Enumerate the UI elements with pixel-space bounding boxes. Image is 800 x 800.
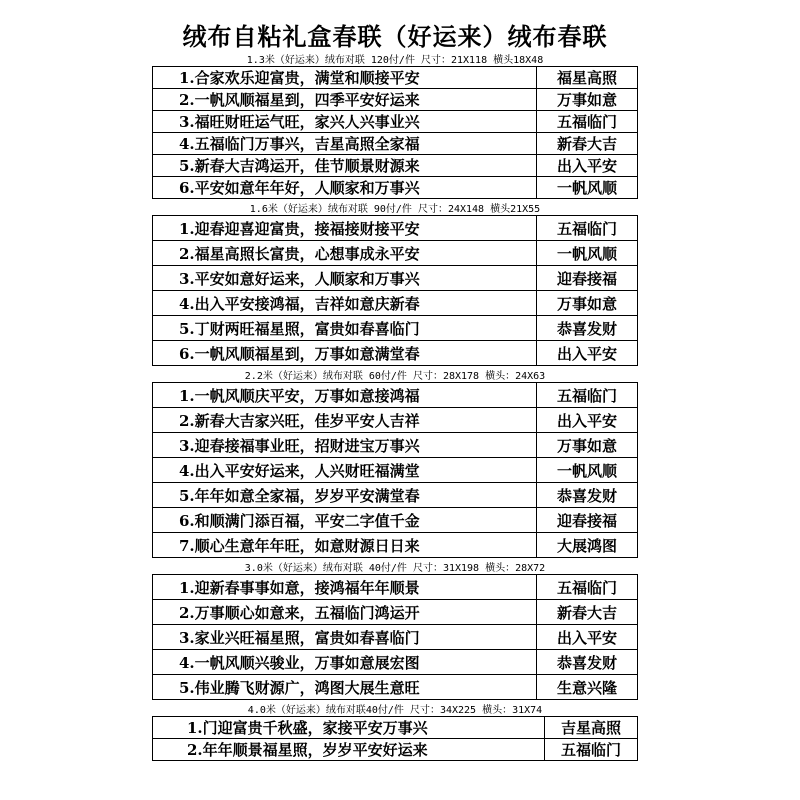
couplet-cell: 1.门迎富贵千秋盛，家接平安万事兴 — [153, 717, 545, 739]
couplet-cell: 1.一帆风顺庆平安，万事如意接鸿福 — [153, 383, 537, 408]
heading-cell: 五福临门 — [537, 111, 638, 133]
heading-cell: 五福临门 — [537, 575, 638, 600]
table-row — [153, 111, 638, 133]
couplet-table — [152, 215, 638, 366]
table-row — [153, 433, 638, 458]
couplet-cell: 3.迎春接福事业旺，招财进宝万事兴 — [153, 433, 537, 458]
section-header: 4.0米（好运来）绒布对联40付/件 尺寸：34X225 横头：31X74 — [247, 704, 543, 716]
table-row — [153, 383, 638, 408]
heading-cell: 出入平安 — [537, 155, 638, 177]
couplet-cell: 3.家业兴旺福星照，富贵如春喜临门 — [153, 625, 537, 650]
heading-cell: 五福临门 — [537, 216, 638, 241]
couplet-cell: 1.合家欢乐迎富贵，满堂和顺接平安 — [153, 67, 537, 89]
heading-cell: 出入平安 — [537, 341, 638, 366]
table-row — [153, 266, 638, 291]
couplet-cell: 5.伟业腾飞财源广，鸿图大展生意旺 — [153, 675, 537, 700]
heading-cell: 大展鸿图 — [537, 533, 638, 558]
table-row — [153, 155, 638, 177]
heading-cell: 吉星高照 — [545, 717, 638, 739]
couplet-cell: 3.平安如意好运来，人顺家和万事兴 — [153, 266, 537, 291]
heading-cell: 万事如意 — [537, 433, 638, 458]
couplet-cell: 5.新春大吉鸿运开，佳节顺景财源来 — [153, 155, 537, 177]
table-row — [153, 177, 638, 199]
table-row — [153, 508, 638, 533]
table-row — [153, 241, 638, 266]
section-header: 2.2米（好运来）绒布对联 60付/件 尺寸：28X178 横头：24X63 — [244, 370, 546, 382]
couplet-cell: 4.出入平安接鸿福，吉祥如意庆新春 — [153, 291, 537, 316]
couplet-table — [152, 382, 638, 558]
heading-cell: 五福临门 — [545, 739, 638, 761]
table-row — [153, 408, 638, 433]
heading-cell: 出入平安 — [537, 408, 638, 433]
heading-cell: 恭喜发财 — [537, 650, 638, 675]
couplet-cell: 4.五福临门万事兴，吉星高照全家福 — [153, 133, 537, 155]
couplet-cell: 1.迎新春事事如意，接鸿福年年顺景 — [153, 575, 537, 600]
couplet-cell: 6.平安如意年年好，人顺家和万事兴 — [153, 177, 537, 199]
table-row — [153, 216, 638, 241]
section-header: 3.0米（好运来）绒布对联 40付/件 尺寸：31X198 横头：28X72 — [244, 562, 546, 574]
heading-cell: 新春大吉 — [537, 133, 638, 155]
couplet-table — [152, 66, 638, 199]
couplet-cell: 7.顺心生意年年旺，如意财源日日来 — [153, 533, 537, 558]
table-row — [153, 650, 638, 675]
table-row — [153, 717, 638, 739]
heading-cell: 恭喜发财 — [537, 316, 638, 341]
table-row — [153, 533, 638, 558]
table-row — [153, 341, 638, 366]
heading-cell: 出入平安 — [537, 625, 638, 650]
heading-cell: 迎春接福 — [537, 508, 638, 533]
table-row — [153, 291, 638, 316]
couplet-cell: 3.福旺财旺运气旺，家兴人兴事业兴 — [153, 111, 537, 133]
couplet-cell: 6.和顺满门添百福，平安二字值千金 — [153, 508, 537, 533]
couplet-cell: 5.丁财两旺福星照，富贵如春喜临门 — [153, 316, 537, 341]
heading-cell: 一帆风顺 — [537, 458, 638, 483]
table-row — [153, 133, 638, 155]
table-row — [153, 675, 638, 700]
section-header: 1.6米（好运来）绒布对联 90付/件 尺寸：24X148 横头21X55 — [249, 203, 541, 215]
couplet-cell: 2.万事顺心如意来，五福临门鸿运开 — [153, 600, 537, 625]
couplet-cell: 1.迎春迎喜迎富贵，接福接财接平安 — [153, 216, 537, 241]
couplet-cell: 5.年年如意全家福，岁岁平安满堂春 — [153, 483, 537, 508]
page-title: 绒布自粘礼盒春联（好运来）绒布春联 — [182, 21, 608, 51]
couplet-table — [152, 716, 638, 761]
heading-cell: 福星高照 — [537, 67, 638, 89]
table-row — [153, 67, 638, 89]
table-row — [153, 625, 638, 650]
couplet-cell: 4.一帆风顺兴骏业，万事如意展宏图 — [153, 650, 537, 675]
heading-cell: 一帆风顺 — [537, 177, 638, 199]
table-row — [153, 89, 638, 111]
couplet-table — [152, 574, 638, 700]
heading-cell: 恭喜发财 — [537, 483, 638, 508]
table-row — [153, 316, 638, 341]
table-row — [153, 575, 638, 600]
table-row — [153, 600, 638, 625]
heading-cell: 一帆风顺 — [537, 241, 638, 266]
heading-cell: 迎春接福 — [537, 266, 638, 291]
couplet-cell: 2.新春大吉家兴旺，佳岁平安人吉祥 — [153, 408, 537, 433]
price-sheet — [152, 18, 638, 761]
section-header: 1.3米（好运来）绒布对联 120付/件 尺寸：21X118 横头18X48 — [246, 54, 544, 66]
couplet-cell: 2.福星高照长富贵，心想事成永平安 — [153, 241, 537, 266]
couplet-cell: 2.一帆风顺福星到，四季平安好运来 — [153, 89, 537, 111]
table-row — [153, 458, 638, 483]
heading-cell: 万事如意 — [537, 89, 638, 111]
heading-cell: 五福临门 — [537, 383, 638, 408]
couplet-cell: 2.年年顺景福星照，岁岁平安好运来 — [153, 739, 545, 761]
heading-cell: 新春大吉 — [537, 600, 638, 625]
couplet-cell: 4.出入平安好运来，人兴财旺福满堂 — [153, 458, 537, 483]
table-row — [153, 483, 638, 508]
heading-cell: 万事如意 — [537, 291, 638, 316]
couplet-cell: 6.一帆风顺福星到，万事如意满堂春 — [153, 341, 537, 366]
heading-cell: 生意兴隆 — [537, 675, 638, 700]
table-row — [153, 739, 638, 761]
